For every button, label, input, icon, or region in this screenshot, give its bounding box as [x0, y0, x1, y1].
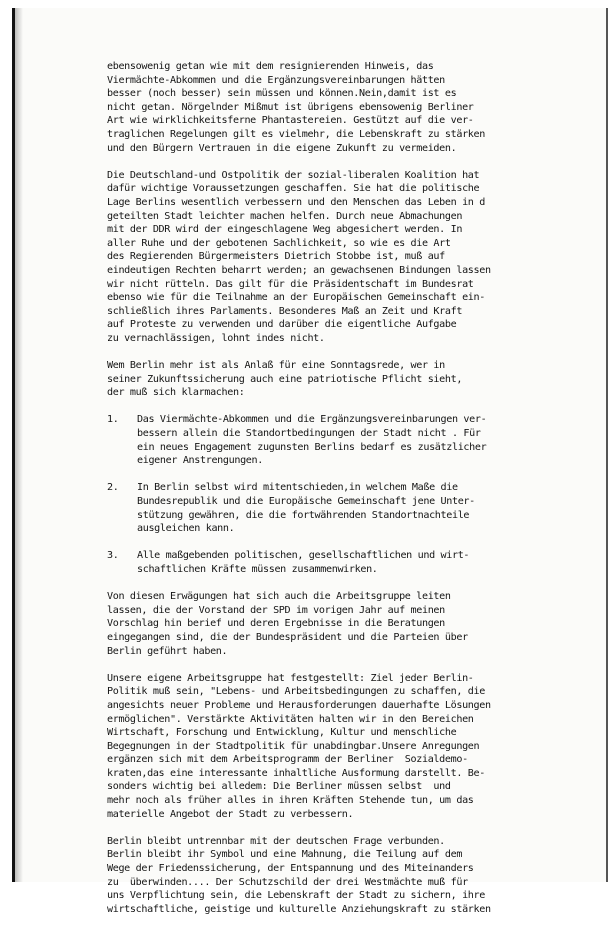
text-line: ermöglichen". Verstärkte Aktivitäten halten wir in den Bereichen [107, 713, 474, 725]
paragraph-1 [107, 60, 607, 155]
text-line: sonders wichtig bei alledem: Die Berliner müssen selbst und [107, 781, 451, 793]
text-line: traglichen Regelungen gilt es vielmehr, die Lebenskraft zu stärken [107, 128, 485, 140]
text-line: des Regierenden Bürgermeisters Dietrich Stobbe ist, muß auf [107, 251, 445, 263]
text-line: schaftlichen Kräfte müssen zusammenwirken. [137, 563, 378, 575]
text-line: zu vernachlässigen, lohnt indes nicht. [107, 332, 325, 344]
text-line: Wege der Friedenssicherung, der Entspannung und des Miteinanders [107, 863, 474, 875]
list-number: 2. [107, 482, 119, 494]
text-line: geteilten Stadt leichter machen helfen. Durch neue Abmachungen [107, 210, 463, 222]
text-line: ebensowenig getan wie mit dem resignierenden Hinweis, das [107, 61, 434, 72]
text-line: besser (noch besser) sein müssen und können.Nein,damit ist es [107, 88, 457, 100]
text-line: ergänzen sich mit dem Arbeitsprogramm der Berliner Sozialdemo- [107, 754, 468, 766]
text-line: wir nicht rütteln. Das gilt für die Präsidentschaft im Bundesrat [107, 278, 474, 290]
text-line: zu überwinden.... Der Schutzschild der drei Westmächte muß für [107, 876, 468, 888]
paragraph-5 [107, 672, 607, 822]
list-item-body [137, 481, 607, 535]
text-line: Berlin bleibt ihr Symbol und eine Mahnung, die Teilung auf dem [107, 849, 463, 861]
paragraph-3 [107, 359, 607, 400]
text-line: ein neues Engagement zugunsten Berlins bedarf es zusätzlicher [137, 441, 487, 453]
text-line: dafür wichtige Voraussetzungen geschaffen. Sie hat die politische [107, 183, 480, 195]
text-line: Bundesrepublik und die Europäische Gemeinschaft jene Unter- [137, 496, 475, 507]
text-line: mit der DDR wird der eingeschlagene Weg abgesichert werden. In [107, 224, 463, 236]
text-line: Unsere eigene Arbeitsgruppe hat festgestellt: Ziel jeder Berlin- [107, 672, 474, 684]
text-line: aller Ruhe und der gebotenen Sachlichkeit, so wie es die Art [107, 237, 451, 249]
text-line: Viermächte-Abkommen und die Ergänzungsvereinbarungen hätten [107, 74, 445, 86]
text-line: wirtschaftliche, geistige und kulturelle Anziehungskraft zu stärken [107, 903, 491, 915]
list-item-3 [107, 549, 607, 576]
text-line: schließlich ihres Parlaments. Besonderes Maß an Zeit und Kraft [107, 305, 463, 317]
text-line: mehr noch als früher alles in ihren Kräften Stehende tun, um das [107, 795, 474, 807]
text-line: ebenso wie für die Teilnahme an der Europäischen Gemeinschaft ein- [107, 292, 485, 304]
text-line: Art wie wirklichkeitsferne Phantastereien. Gestützt auf die ver- [107, 115, 474, 127]
list-item-body [137, 549, 607, 576]
list-item-body [137, 413, 607, 467]
text-line: lassen, die der Vorstand der SPD im vorigen Jahr auf meinen [107, 604, 445, 616]
text-line: eigener Anstrengungen. [137, 455, 263, 467]
text-line: Politik muß sein, "Lebens- und Arbeitsbedingungen zu schaffen, die [107, 686, 485, 698]
paragraph-6 [107, 835, 607, 917]
text-line: Alle maßgebenden politischen, gesellschaftlichen und wirt- [137, 550, 470, 562]
text-line: materielle Angebot der Stadt zu verbessern. [107, 808, 354, 820]
text-line: Lage Berlins wesentlich verbessern und den Menschen das Leben in d [107, 196, 485, 208]
text-line: nicht getan. Nörgelnder Mißmut ist übrigens ebensowenig Berliner [107, 101, 474, 113]
text-line: uns Verpflichtung sein, die Lebenskraft der Stadt zu sichern, ihre [107, 890, 485, 902]
text-line: Wirtschaft, Forschung und Entwicklung, Kultur und menschliche [107, 727, 457, 739]
document-page [12, 8, 608, 915]
text-line: auf Proteste zu verwenden und darüber die eigentliche Aufgabe [107, 319, 457, 331]
text-line: Vorschlag hin berief und deren Ergebnisse in die Beratungen [107, 618, 445, 630]
text-line: Begegnungen in der Stadtpolitik für unabdingbar.Unsere Anregungen [107, 740, 480, 752]
text-line: seiner Zukunftssicherung auch eine patriotische Pflicht sieht, [107, 373, 463, 385]
text-line: stützung gewähren, die die fortwährenden Standortnachteile [137, 509, 470, 521]
scan-edge-shadow [15, 8, 23, 882]
text-line: der muß sich klarmachen: [107, 387, 245, 399]
text-line: und den Bürgern Vertrauen in die eigene Zukunft zu vermeiden. [107, 142, 457, 154]
text-line: Die Deutschland-und Ostpolitik der sozial-liberalen Koalition hat [107, 169, 480, 181]
paragraph-2 [107, 169, 607, 346]
text-line: kraten,das eine interessante inhaltliche Ausformung darstellt. Be- [107, 767, 485, 779]
text-line: Das Viermächte-Abkommen und die Ergänzungsvereinbarungen ver- [137, 414, 487, 426]
text-line: angesichts neuer Probleme und Herausforderungen dauerhafte Lösungen [107, 699, 491, 711]
paragraph-4 [107, 590, 607, 658]
list-number: 3. [107, 550, 119, 562]
text-line: Berlin geführt haben. [107, 645, 228, 657]
list-item-1 [107, 413, 607, 467]
text-line: eingegangen sind, die der Bundespräsident und die Parteien über [107, 631, 468, 643]
text-line: bessern allein die Standortbedingungen der Stadt nicht . Für [137, 428, 481, 440]
text-line: Berlin bleibt untrennbar mit der deutschen Frage verbunden. [107, 835, 445, 847]
text-line: eindeutigen Rechten beharrt werden; an gewachsenen Bindungen lassen [107, 264, 491, 276]
text-line: Von diesen Erwägungen hat sich auch die Arbeitsgruppe leiten [107, 591, 451, 603]
list-number: 1. [107, 414, 119, 426]
text-line: ausgleichen kann. [137, 523, 235, 535]
text-line: Wem Berlin mehr ist als Anlaß für eine Sonntagsrede, wer in [107, 360, 445, 372]
list-item-2 [107, 481, 607, 535]
document-text [107, 60, 607, 930]
text-line: In Berlin selbst wird mitentschieden,in welchem Maße die [137, 482, 458, 494]
